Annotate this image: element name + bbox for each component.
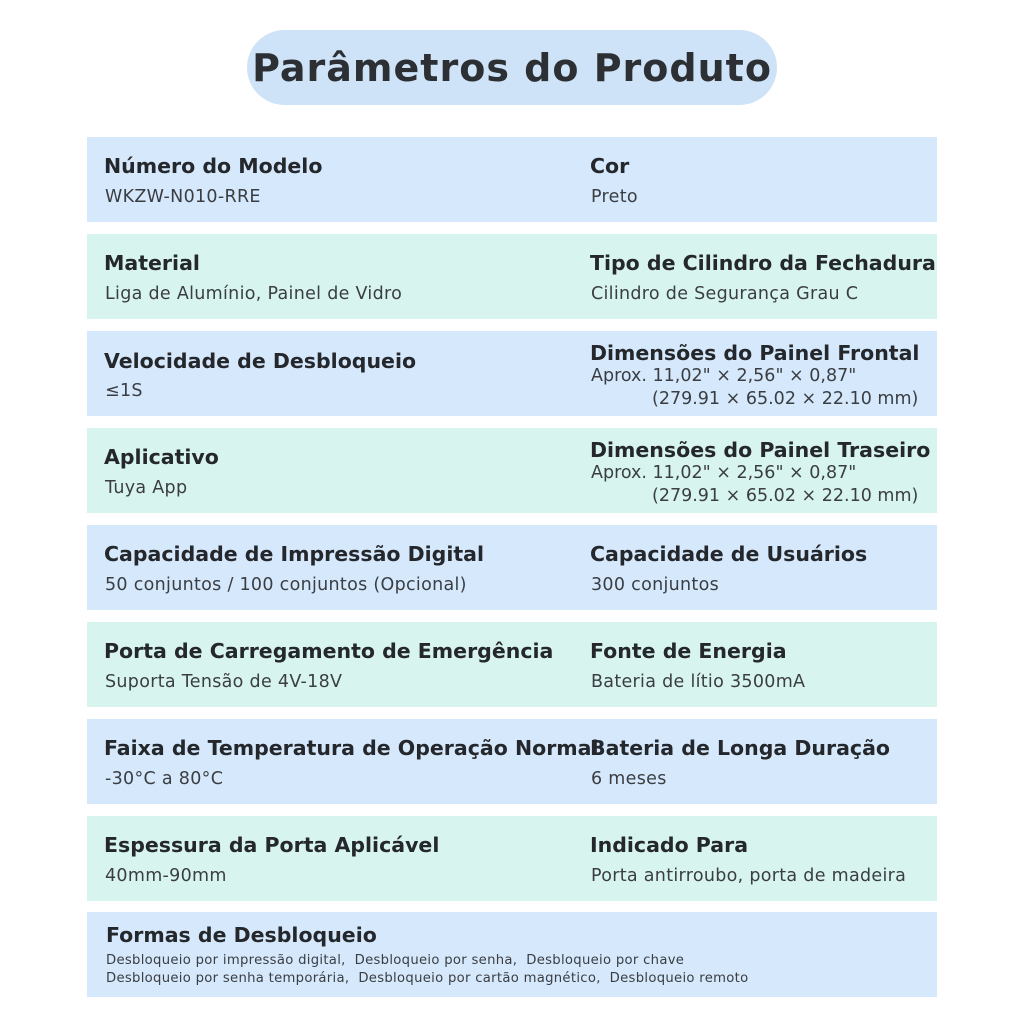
spec-value: Liga de Alumínio, Painel de Vidro <box>105 284 403 304</box>
spec-cell-door-thickness <box>104 816 574 901</box>
spec-label: Indicado Para <box>590 833 749 857</box>
spec-cell-model <box>104 137 574 222</box>
spec-value: Porta antirroubo, porta de madeira <box>591 866 907 886</box>
spec-label: Número do Modelo <box>104 154 323 178</box>
spec-value: Suporta Tensão de 4V-18V <box>105 672 343 692</box>
page-title: Parâmetros do Produto <box>252 45 772 90</box>
spec-label: Fonte de Energia <box>590 639 787 663</box>
spec-cell-unlock-speed <box>104 331 574 416</box>
spec-cell-color <box>590 137 935 222</box>
spec-label: Aplicativo <box>104 445 219 469</box>
spec-value: -30°C a 80°C <box>105 769 224 789</box>
spec-cell-material <box>104 234 574 319</box>
spec-cell-cylinder <box>590 234 935 319</box>
spec-value: Bateria de lítio 3500mA <box>591 672 806 692</box>
unlock-methods-line: Desbloqueio por impressão digital, Desbloqueio por senha, Desbloqueio por chave <box>106 953 685 968</box>
spec-label: Velocidade de Desbloqueio <box>104 349 417 373</box>
spec-row-temperature-battery <box>87 719 937 804</box>
spec-value: Aprox. 11,02" × 2,56" × 0,87" <box>591 463 857 483</box>
spec-cell-rear-panel <box>590 428 935 513</box>
spec-value: Preto <box>591 187 638 207</box>
spec-label: Porta de Carregamento de Emergência <box>104 639 554 663</box>
spec-value: Aprox. 11,02" × 2,56" × 0,87" <box>591 366 857 386</box>
spec-label: Faixa de Temperatura de Operação Normal <box>104 736 599 760</box>
spec-label: Formas de Desbloqueio <box>106 923 377 947</box>
spec-label: Espessura da Porta Aplicável <box>104 833 440 857</box>
spec-cell-front-panel <box>590 331 935 416</box>
spec-row-charging-power <box>87 622 937 707</box>
spec-cell-battery-life <box>590 719 935 804</box>
spec-label: Material <box>104 251 200 275</box>
spec-cell-fingerprint <box>104 525 574 610</box>
spec-row-thickness-usage <box>87 816 937 901</box>
spec-value: Cilindro de Segurança Grau C <box>591 284 859 304</box>
spec-cell-users <box>590 525 935 610</box>
spec-value: 6 meses <box>591 769 667 789</box>
spec-label: Bateria de Longa Duração <box>590 736 890 760</box>
spec-cell-temperature <box>104 719 599 804</box>
spec-value: WKZW-N010-RRE <box>105 187 261 207</box>
spec-cell-indicated-for <box>590 816 935 901</box>
spec-value: Tuya App <box>105 478 188 498</box>
title-pill <box>247 30 777 105</box>
spec-value: ≤1S <box>105 381 143 401</box>
spec-cell-app <box>104 428 574 513</box>
spec-value: 50 conjuntos / 100 conjuntos (Opcional) <box>105 575 467 595</box>
spec-cell-power-source <box>590 622 935 707</box>
spec-row-material-cylinder <box>87 234 937 319</box>
spec-row-speed-front <box>87 331 937 416</box>
spec-value-metric: (279.91 × 65.02 × 22.10 mm) <box>652 486 919 506</box>
spec-value: 300 conjuntos <box>591 575 720 595</box>
spec-label: Tipo de Cilindro da Fechadura <box>590 251 936 275</box>
spec-label: Dimensões do Painel Traseiro <box>590 438 931 462</box>
spec-label: Capacidade de Usuários <box>590 542 868 566</box>
spec-value: 40mm-90mm <box>105 866 227 886</box>
spec-label: Capacidade de Impressão Digital <box>104 542 485 566</box>
spec-label: Cor <box>590 154 630 178</box>
spec-row-model-color <box>87 137 937 222</box>
spec-cell-charging-port <box>104 622 574 707</box>
spec-row-fingerprint-users <box>87 525 937 610</box>
unlock-methods-line: Desbloqueio por senha temporária, Desbloqueio por cartão magnético, Desbloqueio remoto <box>106 971 749 986</box>
spec-label: Dimensões do Painel Frontal <box>590 341 920 365</box>
spec-row-app-rear <box>87 428 937 513</box>
spec-row-unlock-methods <box>87 912 937 997</box>
spec-value-metric: (279.91 × 65.02 × 22.10 mm) <box>652 389 919 409</box>
